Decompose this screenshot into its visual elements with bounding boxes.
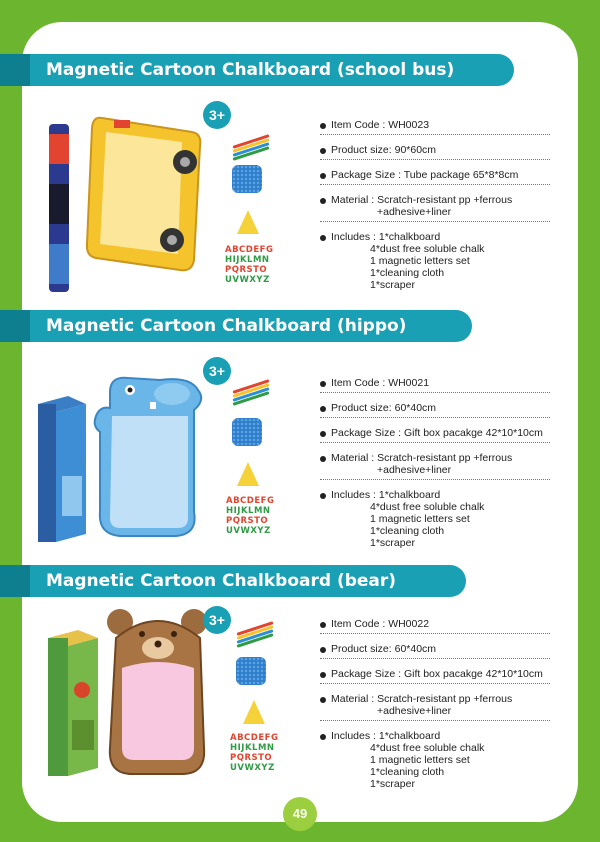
magnetic-letters-image: ABCDEFG HIJKLMN PQRSTO UVWXYZ bbox=[230, 733, 279, 773]
age-badge: 3+ bbox=[203, 101, 231, 129]
scraper-image bbox=[237, 462, 259, 486]
cleaning-cloth-image bbox=[232, 418, 262, 446]
age-badge: 3+ bbox=[203, 357, 231, 385]
chalk-sticks-image bbox=[232, 383, 272, 403]
product-title: Magnetic Cartoon Chalkboard (hippo) bbox=[0, 310, 472, 342]
cleaning-cloth-image bbox=[236, 657, 266, 685]
product-title: Magnetic Cartoon Chalkboard (bear) bbox=[0, 565, 466, 597]
chalk-sticks-image bbox=[232, 138, 272, 158]
includes: Includes : 1*chalkboard 4*dust free soluble chalk 1 magnetic letters set 1*cleaning cloth 1*scraper bbox=[320, 486, 550, 552]
gift-box-package-image bbox=[48, 630, 100, 776]
chalk-sticks-image bbox=[236, 625, 276, 645]
school-bus-chalkboard-image bbox=[82, 110, 207, 275]
scraper-image bbox=[237, 210, 259, 234]
item-code: Item Code : WH0021 bbox=[320, 374, 550, 393]
material: Material : Scratch-resistant pp +ferrous +adhesive+liner bbox=[320, 690, 550, 721]
includes: Includes : 1*chalkboard 4*dust free soluble chalk 1 magnetic letters set 1*cleaning cloth 1*scraper bbox=[320, 727, 550, 793]
gift-box-package-image bbox=[38, 396, 88, 542]
package-size: Package Size : Gift box pacakge 42*10*10cm bbox=[320, 424, 550, 443]
bear-chalkboard-image bbox=[102, 608, 214, 780]
spec-list bbox=[320, 374, 550, 552]
cleaning-cloth-image bbox=[232, 165, 262, 193]
page-number: 49 bbox=[283, 797, 317, 831]
product-size: Product size: 90*60cm bbox=[320, 141, 550, 160]
spec-list bbox=[320, 615, 550, 793]
package-size: Package Size : Tube package 65*8*8cm bbox=[320, 166, 550, 185]
product-size: Product size: 60*40cm bbox=[320, 399, 550, 418]
tube-package-image bbox=[48, 124, 70, 292]
age-badge: 3+ bbox=[203, 606, 231, 634]
spec-list bbox=[320, 116, 550, 294]
material: Material : Scratch-resistant pp +ferrous +adhesive+liner bbox=[320, 191, 550, 222]
item-code: Item Code : WH0022 bbox=[320, 615, 550, 634]
hippo-chalkboard-image bbox=[90, 372, 210, 542]
includes: Includes : 1*chalkboard 4*dust free soluble chalk 1 magnetic letters set 1*cleaning cloth 1*scraper bbox=[320, 228, 550, 294]
product-title: Magnetic Cartoon Chalkboard (school bus) bbox=[0, 54, 514, 86]
package-size: Package Size : Gift box pacakge 42*10*10cm bbox=[320, 665, 550, 684]
product-size: Product size: 60*40cm bbox=[320, 640, 550, 659]
material: Material : Scratch-resistant pp +ferrous +adhesive+liner bbox=[320, 449, 550, 480]
item-code: Item Code : WH0023 bbox=[320, 116, 550, 135]
magnetic-letters-image: ABCDEFG HIJKLMN PQRSTO UVWXYZ bbox=[225, 245, 274, 285]
magnetic-letters-image: ABCDEFG HIJKLMN PQRSTO UVWXYZ bbox=[226, 496, 275, 536]
scraper-image bbox=[243, 700, 265, 724]
